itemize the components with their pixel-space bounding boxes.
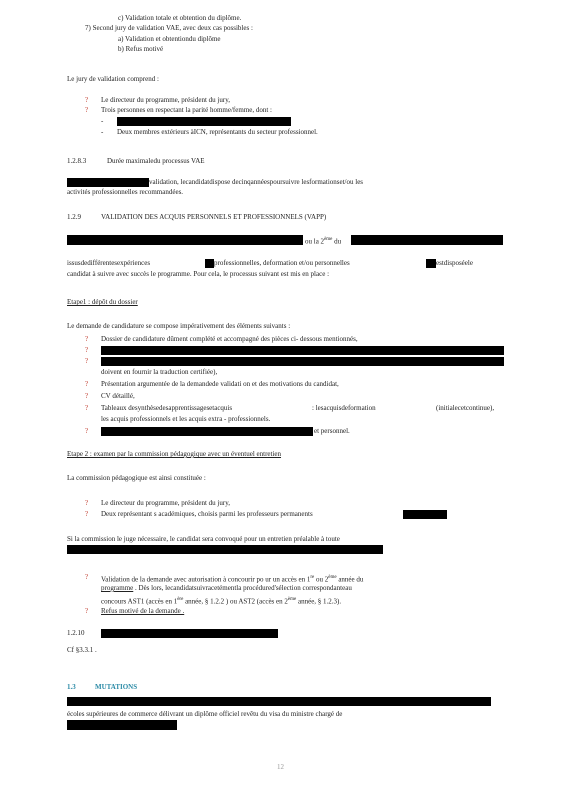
etape2-bullet-representatives: Deux représentant s académiques, choisis parmi les professeurs permanents: [101, 510, 313, 518]
bullet-icon: ?: [85, 380, 89, 388]
dash-icon: -: [101, 117, 104, 125]
section-1-2-9-line2c: estdisposéele: [436, 259, 473, 267]
etape2-bullet-director: Le directeur du programme, président du jury,: [101, 499, 231, 507]
bullet-icon: ?: [85, 404, 89, 412]
redaction-bar: [403, 510, 447, 519]
jury-bullet-director: Le directeur du programme, président du jury,: [101, 96, 231, 104]
bullet-icon: ?: [85, 499, 89, 507]
bullet-icon: ?: [85, 392, 89, 400]
redaction-bar: [205, 259, 214, 268]
section-1-2-10-reference: Cf §3.3.1 .: [67, 646, 97, 654]
etape1-bullet-translation: doivent en fournir la traduction certifiée),: [101, 368, 218, 376]
section-1-2-9-number: 1.2.9: [67, 213, 81, 221]
bullet-icon: ?: [85, 106, 89, 114]
item-7-second-jury: 7) Second jury de validation VAE, avec deux cas possibles :: [85, 24, 253, 32]
item-b-refusal: b) Refus motivé: [118, 45, 164, 53]
item-c-total-validation: c) Validation totale et obtention du diplôme.: [118, 14, 242, 22]
redaction-bar: [67, 178, 149, 187]
outcome-validation-line3: concours AST1 (accès en 1ère année, § 1.2.2 ) ou AST2 (accès en 2ème année, § 1.2.3).: [101, 597, 342, 606]
redaction-bar: [101, 427, 313, 436]
bullet-icon: ?: [85, 573, 89, 581]
redaction-bar: [101, 346, 504, 355]
section-1-2-9-title: VALIDATION DES ACQUIS PERSONNELS ET PROFESSIONNELS (VAPP): [101, 213, 327, 221]
section-1-2-8-3-title: Durée maximaledu processus VAE: [107, 157, 205, 165]
outcome-validation-line2: programme . Dès lors, lecandidatsuivracetémentla procédured'sélection correspondanteau: [101, 584, 352, 592]
section-1-2-9-line2a: issusdedifférentesexpériences: [67, 259, 151, 267]
redaction-bar: [117, 117, 291, 126]
bullet-icon: ?: [85, 510, 89, 518]
etape1-bullet-tables-a: Tableaux desynthèsedesapprentissagesetacquis: [101, 404, 233, 412]
etape1-bullet-personal: et personnel.: [314, 427, 350, 435]
section-1-2-8-3-number: 1.2.8.3: [67, 157, 87, 165]
redaction-bar: [101, 629, 278, 638]
section-1-2-9-line1: ou la 2ème du: [305, 237, 342, 246]
bullet-icon: ?: [85, 96, 89, 104]
redaction-bar: [67, 697, 491, 706]
jury-intro: Le jury de validation comprend :: [67, 75, 159, 83]
section-1-3-title: MUTATIONS: [95, 683, 138, 691]
section-1-2-9-line2b: professionnelles, deformation et/ou personnelles: [214, 259, 350, 267]
bullet-icon: ?: [85, 335, 89, 343]
etape1-bullet-tables-c: (initialecetcontinue),: [436, 404, 495, 412]
section-1-2-9-line3: candidat à suivre avec succès le programme. Pour cela, le processus suivant est mis en place :: [67, 270, 330, 278]
etape1-title: Etape1 : dépôt du dossier: [67, 298, 138, 306]
redaction-bar: [67, 720, 177, 730]
etape2-intro: La commission pédagogique est ainsi constituée :: [67, 474, 206, 482]
bullet-icon: ?: [85, 357, 89, 365]
section-1-2-8-3-line2: activités professionnelles recommandées.: [67, 188, 184, 196]
mutations-line2: écoles supérieures de commerce délivrant un diplôme officiel revêtu du visa du ministre chargé de: [67, 710, 343, 718]
bullet-icon: ?: [85, 427, 89, 435]
etape1-intro: Le demande de candidature se compose impérativement des éléments suivants :: [67, 322, 291, 330]
redaction-bar: [67, 545, 383, 554]
page-number: 12: [277, 763, 284, 771]
jury-sub-external-members: Deux membres extérieurs àICN, représentants du secteur professionnel.: [117, 128, 318, 136]
etape1-bullet-dossier: Dossier de candidature dûment complété et accompagné des pièces ci- dessous mentionnés,: [101, 335, 358, 343]
dash-icon: -: [101, 128, 104, 136]
etape1-bullet-cv: CV détaillé,: [101, 392, 135, 400]
redaction-bar: [426, 259, 436, 268]
jury-bullet-three-persons: Trois personnes en respectant la parité homme/femme, dont :: [101, 106, 273, 114]
outcome-validation-line1: Validation de la demande avec autorisation à concourir po ur un accès en 1re ou 2ème année du: [101, 575, 364, 584]
redaction-bar: [67, 235, 303, 245]
bullet-icon: ?: [85, 346, 89, 354]
bullet-icon: ?: [85, 607, 89, 615]
redaction-bar: [351, 235, 503, 245]
etape1-bullet-presentation: Présentation argumentée de la demandede validati on et des motivations du candidat,: [101, 380, 339, 388]
etape1-bullet-tables-b: : lesacquisdeformation: [312, 404, 376, 412]
etape1-bullet-tables-cont: les acquis professionnels et les acquis extra - professionnels.: [101, 415, 271, 423]
redaction-bar: [101, 357, 504, 366]
section-1-2-8-3-line1: validation, lecandidatdispose decinqannéespoursuivre lesformationset/ou les: [149, 178, 364, 186]
section-1-3-number: 1.3: [67, 683, 76, 691]
item-a-validation: a) Validation et obtentiondu diplôme: [118, 35, 221, 43]
section-1-2-10-number: 1.2.10: [67, 629, 85, 637]
etape2-title: Etape 2 : examen par la commission pédagogique avec un éventuel entretien: [67, 450, 282, 458]
commission-interview-text: Si la commission le juge nécessaire, le candidat sera convoqué pour un entretien préalable à toute: [67, 535, 340, 543]
outcome-refusal: Refus motivé de la demande .: [101, 607, 185, 615]
